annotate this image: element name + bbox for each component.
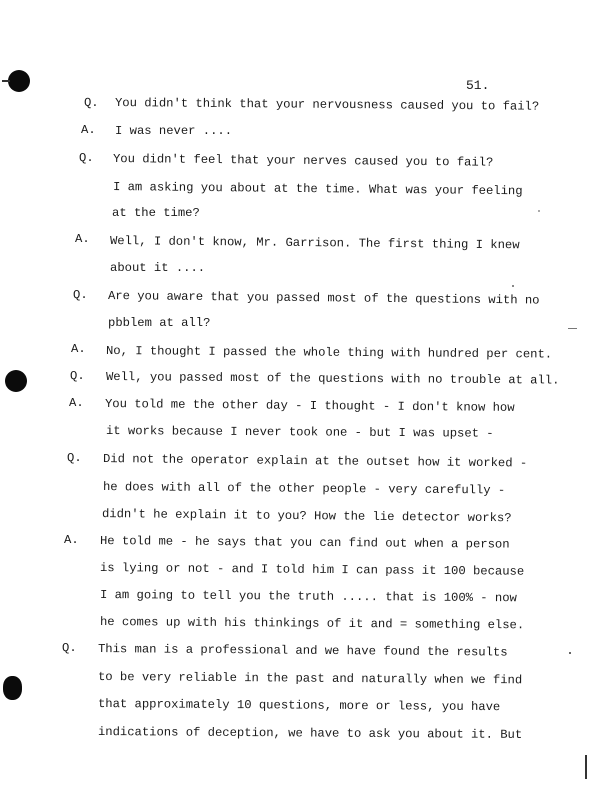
transcript-line: I was never .... — [115, 124, 233, 138]
page-number: 51. — [466, 78, 490, 93]
scan-mark — [538, 210, 540, 212]
transcript-line: to be very reliable in the past and naturally when we find — [97, 670, 523, 688]
scan-mark — [569, 652, 571, 654]
transcript-line: You told me the other day - I thought - I don't know how — [104, 397, 515, 415]
speaker-label: Q. — [62, 641, 77, 655]
transcript-line: about it .... — [110, 261, 206, 275]
transcript-line: He told me - he says that you can find out when a person — [99, 534, 510, 552]
scan-mark — [2, 80, 10, 82]
transcript-line: You didn't feel that your nerves caused you to fail? — [112, 152, 494, 170]
transcript-line: I am asking you about at the time. What was your feeling — [112, 180, 523, 199]
transcript-line: No, I thought I passed the whole thing with hundred per cent. — [105, 344, 553, 362]
speaker-label: A. — [71, 342, 86, 356]
speaker-label: A. — [69, 396, 84, 410]
transcript-line: he comes up with his thinkings of it and = something else. — [99, 615, 525, 633]
transcript-line: This man is a professional and we have found the results — [97, 642, 508, 660]
speaker-label: Q. — [67, 451, 82, 465]
speaker-label: A. — [81, 123, 96, 137]
transcript-line: it works because I never took one - but I was upset - — [105, 424, 494, 441]
transcript-line: I am going to tell you the truth ..... that is 100% - now — [99, 588, 517, 606]
transcript-line: Well, I don't know, Mr. Garrison. The first thing I knew — [109, 234, 520, 253]
transcript-line: Are you aware that you passed most of the questions with no — [107, 289, 540, 308]
transcript-line: that approximately 10 questions, more or less, you have — [97, 697, 501, 715]
transcript-line: didn't he explain it to you? How the lie detector works? — [101, 507, 512, 526]
speaker-label: Q. — [79, 151, 94, 165]
punch-hole — [8, 70, 30, 92]
punch-hole — [5, 370, 27, 392]
transcript-line: Well, you passed most of the questions with no trouble at all. — [105, 370, 560, 388]
transcript-line: is lying or not - and I told him I can pass it 100 because — [99, 561, 525, 579]
scan-mark — [512, 285, 514, 287]
transcript-line: Did not the operator explain at the outset how it worked - — [102, 452, 528, 471]
speaker-label: A. — [64, 533, 79, 547]
transcript-line: pbblem at all? — [108, 316, 211, 330]
transcript-line: You didn't think that your nervousness caused you to fail? — [114, 96, 540, 114]
speaker-label: Q. — [83, 95, 99, 111]
transcript-line: indications of deception, we have to ask you about it. But — [97, 725, 523, 742]
speaker-label: Q. — [70, 369, 85, 383]
speaker-label: Q. — [73, 288, 88, 302]
speaker-label: A. — [75, 232, 90, 246]
transcript-line: he does with all of the other people - very carefully - — [102, 480, 506, 498]
punch-hole — [3, 676, 22, 700]
scan-mark — [585, 755, 587, 779]
transcript-line: at the time? — [112, 206, 200, 220]
scan-mark — [568, 328, 577, 329]
